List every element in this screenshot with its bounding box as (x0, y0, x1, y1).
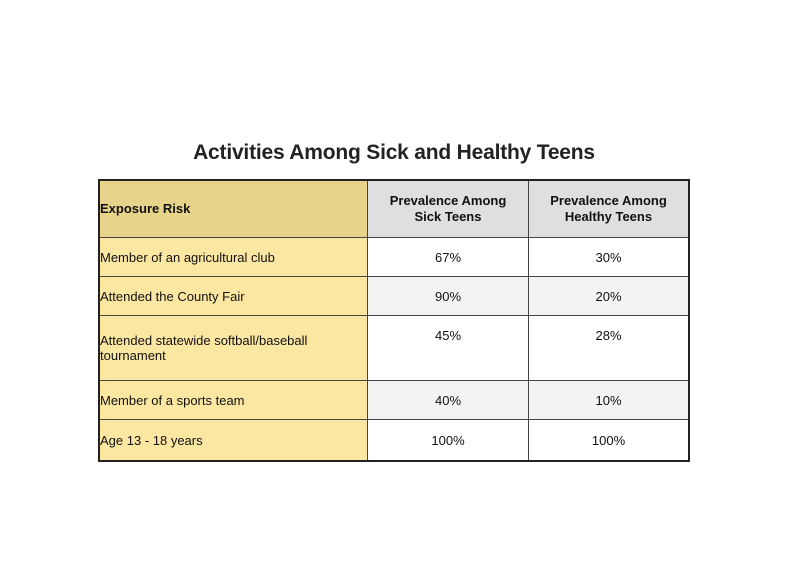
risk-cell: Attended the County Fair (99, 277, 368, 316)
risk-cell: Attended statewide softball/baseball tournament (99, 316, 368, 381)
header-exposure-risk: Exposure Risk (99, 180, 368, 238)
table-row (99, 420, 689, 462)
chart-title: Activities Among Sick and Healthy Teens (193, 141, 595, 164)
healthy-value-cell: 100% (529, 420, 690, 462)
healthy-value-cell: 30% (529, 238, 690, 277)
table-row (99, 381, 689, 420)
healthy-value-cell: 10% (529, 381, 690, 420)
risk-cell: Age 13 - 18 years (99, 420, 368, 462)
risk-cell: Member of a sports team (99, 381, 368, 420)
sick-value-cell: 90% (368, 277, 529, 316)
sick-value-cell: 45% (368, 316, 529, 381)
table-row (99, 277, 689, 316)
table-header (99, 180, 689, 238)
healthy-value-cell: 20% (529, 277, 690, 316)
risk-cell: Member of an agricultural club (99, 238, 368, 277)
sick-value-cell: 100% (368, 420, 529, 462)
header-sick-line1: Prevalence Among (389, 193, 507, 208)
table-body (99, 238, 689, 462)
sick-value-cell: 40% (368, 381, 529, 420)
header-healthy-line2: Healthy Teens (564, 209, 653, 224)
header-sick-teens (368, 180, 529, 238)
header-row (99, 180, 689, 238)
header-healthy-line1: Prevalence Among (550, 193, 667, 208)
sick-value-cell: 67% (368, 238, 529, 277)
header-healthy-teens (529, 180, 690, 238)
table-row (99, 316, 689, 381)
table-row (99, 238, 689, 277)
exposure-risk-table (98, 179, 690, 462)
header-sick-line2: Sick Teens (414, 209, 482, 224)
healthy-value-cell: 28% (529, 316, 690, 381)
